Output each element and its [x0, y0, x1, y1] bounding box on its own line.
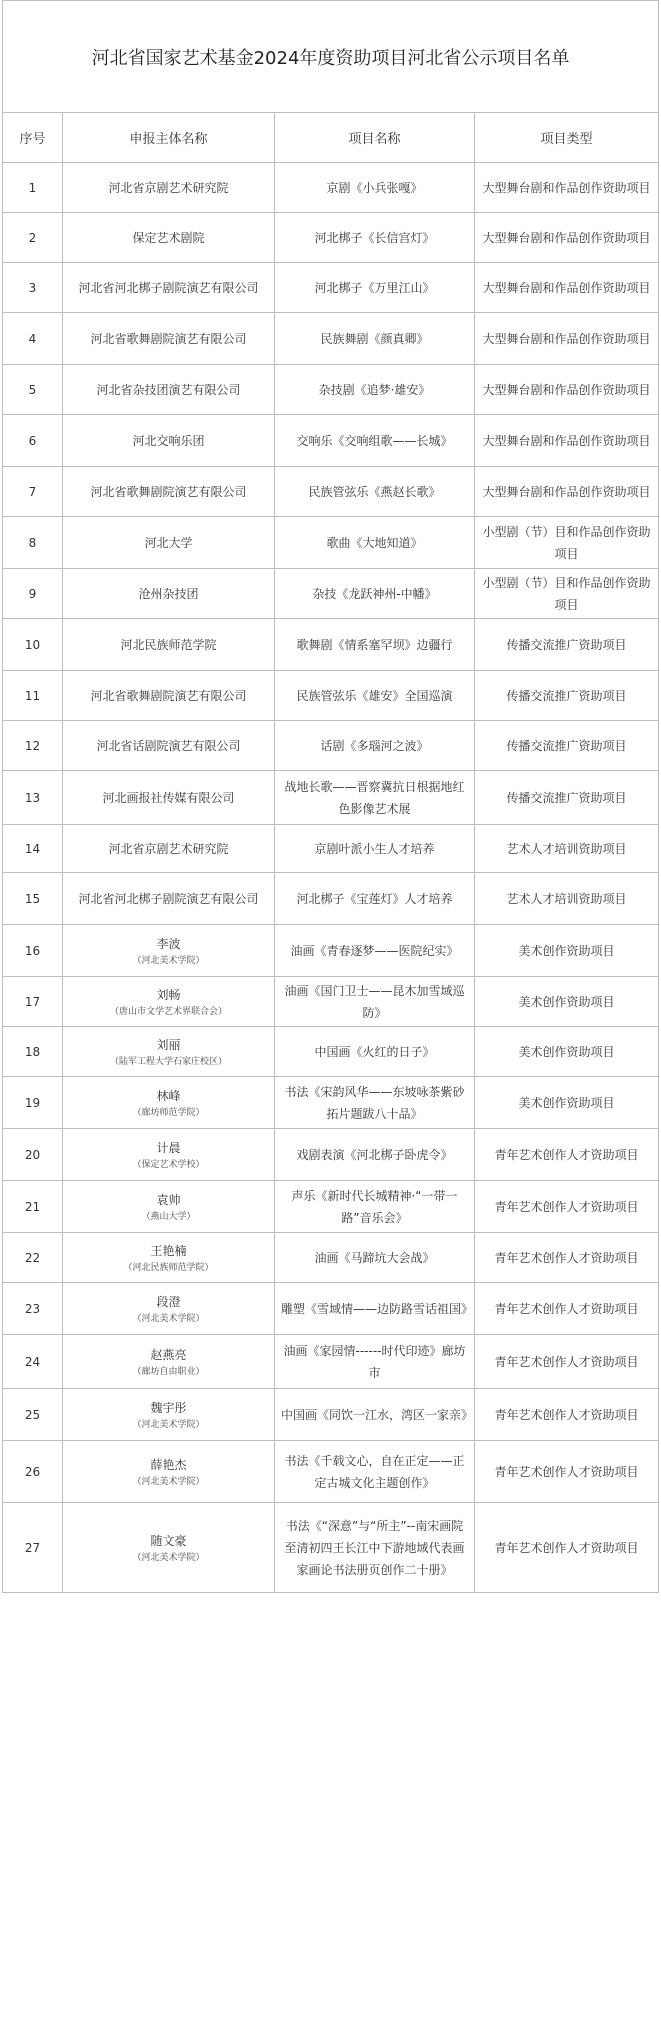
- row-type: 大型舞台剧和作品创作资助项目: [475, 263, 659, 313]
- table-title: 河北省国家艺术基金2024年度资助项目河北省公示项目名单: [3, 1, 659, 113]
- row-applicant-cell: [63, 671, 275, 721]
- row-applicant: 魏宇彤: [150, 1401, 187, 1415]
- row-applicant-cell: [63, 569, 275, 619]
- row-applicant: 河北省歌舞剧院演艺有限公司: [90, 688, 247, 703]
- table-row: [3, 313, 659, 365]
- row-applicant: 河北省京剧艺术研究院: [108, 180, 229, 195]
- row-serial: 9: [3, 569, 63, 619]
- row-affiliation: （河北美术学院）: [132, 1420, 205, 1430]
- row-project: 民族管弦乐《雄安》全国巡演: [275, 671, 475, 721]
- row-applicant: 袁帅: [156, 1193, 181, 1207]
- row-serial: 25: [3, 1389, 63, 1441]
- row-affiliation: （唐山市文学艺术界联合会）: [109, 1007, 227, 1017]
- row-applicant-cell: [63, 721, 275, 771]
- row-serial: 26: [3, 1441, 63, 1503]
- table-row: [3, 721, 659, 771]
- row-applicant-cell: [63, 1283, 275, 1335]
- row-serial: 23: [3, 1283, 63, 1335]
- project-table: [2, 0, 659, 1593]
- row-project: 民族舞剧《颜真卿》: [275, 313, 475, 365]
- row-applicant-cell: [63, 619, 275, 671]
- project-list-sheet: [2, 0, 658, 1593]
- row-affiliation: （河北美术学院）: [132, 956, 205, 966]
- row-applicant: 河北省河北梆子剧院演艺有限公司: [78, 891, 259, 906]
- row-applicant-cell: [63, 1503, 275, 1593]
- row-project: 声乐《新时代长城精神·“一带一路”音乐会》: [275, 1181, 475, 1233]
- row-type: 传播交流推广资助项目: [475, 771, 659, 825]
- row-type: 青年艺术创作人才资助项目: [475, 1389, 659, 1441]
- row-applicant: 随文豪: [150, 1534, 187, 1548]
- row-type: 大型舞台剧和作品创作资助项目: [475, 313, 659, 365]
- row-serial: 7: [3, 467, 63, 517]
- row-type: 大型舞台剧和作品创作资助项目: [475, 365, 659, 415]
- row-project: 话剧《多瑙河之波》: [275, 721, 475, 771]
- row-project: 书法《“深意”与“所主”--南宋画院至清初四王长江中下游地域代表画家画论书法册页创作二十册》: [275, 1503, 475, 1593]
- row-applicant-cell: [63, 1027, 275, 1077]
- row-applicant-cell: [63, 365, 275, 415]
- row-project: 油画《家园情------时代印迹》廊坊市: [275, 1335, 475, 1389]
- row-applicant: 河北大学: [144, 535, 193, 550]
- table-row: [3, 1027, 659, 1077]
- table-row: [3, 671, 659, 721]
- table-row: [3, 873, 659, 925]
- table-row: [3, 925, 659, 977]
- header-type: 项目类型: [475, 113, 659, 163]
- row-applicant: 河北画报社传媒有限公司: [102, 790, 235, 805]
- row-applicant: 河北省京剧艺术研究院: [108, 841, 229, 856]
- row-type: 传播交流推广资助项目: [475, 721, 659, 771]
- row-applicant: 沧州杂技团: [138, 586, 199, 601]
- row-project: 京剧叶派小生人才培养: [275, 825, 475, 873]
- row-applicant: 河北省杂技团演艺有限公司: [96, 382, 241, 397]
- row-serial: 5: [3, 365, 63, 415]
- row-serial: 10: [3, 619, 63, 671]
- table-body: [3, 163, 659, 1593]
- row-type: 青年艺术创作人才资助项目: [475, 1503, 659, 1593]
- row-serial: 21: [3, 1181, 63, 1233]
- row-serial: 22: [3, 1233, 63, 1283]
- table-row: [3, 619, 659, 671]
- row-project: 油画《国门卫士——昆木加雪域巡防》: [275, 977, 475, 1027]
- row-applicant: 李波: [156, 937, 181, 951]
- table-row: [3, 1389, 659, 1441]
- row-serial: 2: [3, 213, 63, 263]
- row-applicant-cell: [63, 517, 275, 569]
- row-applicant: 刘丽: [156, 1038, 181, 1052]
- row-affiliation: （廊坊师范学院）: [132, 1108, 205, 1118]
- row-serial: 20: [3, 1129, 63, 1181]
- row-affiliation: （陆军工程大学石家庄校区）: [109, 1057, 227, 1067]
- row-project: 戏剧表演《河北梆子卧虎令》: [275, 1129, 475, 1181]
- header-row: [3, 113, 659, 163]
- table-row: [3, 365, 659, 415]
- row-applicant: 河北省歌舞剧院演艺有限公司: [90, 331, 247, 346]
- table-row: [3, 1441, 659, 1503]
- row-serial: 8: [3, 517, 63, 569]
- row-type: 美术创作资助项目: [475, 1027, 659, 1077]
- table-row: [3, 213, 659, 263]
- row-applicant: 王艳楠: [150, 1244, 187, 1258]
- row-applicant: 林峰: [156, 1089, 181, 1103]
- header-serial: 序号: [3, 113, 63, 163]
- row-project: 河北梆子《万里江山》: [275, 263, 475, 313]
- row-applicant: 河北省河北梆子剧院演艺有限公司: [78, 280, 259, 295]
- row-type: 美术创作资助项目: [475, 925, 659, 977]
- row-type: 传播交流推广资助项目: [475, 671, 659, 721]
- row-type: 青年艺术创作人才资助项目: [475, 1129, 659, 1181]
- row-applicant-cell: [63, 1181, 275, 1233]
- row-applicant-cell: [63, 163, 275, 213]
- row-project: 书法《宋韵风华——东坡咏茶紫砂拓片题跋八十品》: [275, 1077, 475, 1129]
- row-applicant-cell: [63, 1335, 275, 1389]
- row-applicant-cell: [63, 925, 275, 977]
- row-applicant-cell: [63, 1441, 275, 1503]
- table-row: [3, 163, 659, 213]
- row-serial: 11: [3, 671, 63, 721]
- row-affiliation: （河北美术学院）: [132, 1477, 205, 1487]
- row-type: 大型舞台剧和作品创作资助项目: [475, 163, 659, 213]
- row-applicant-cell: [63, 213, 275, 263]
- row-type: 大型舞台剧和作品创作资助项目: [475, 213, 659, 263]
- table-row: [3, 1077, 659, 1129]
- row-project: 雕塑《雪域情——边防路雪话祖国》: [275, 1283, 475, 1335]
- row-project: 油画《青春逐梦——医院纪实》: [275, 925, 475, 977]
- row-project: 歌舞剧《情系塞罕坝》边疆行: [275, 619, 475, 671]
- row-serial: 19: [3, 1077, 63, 1129]
- table-row: [3, 771, 659, 825]
- table-row: [3, 977, 659, 1027]
- table-row: [3, 1129, 659, 1181]
- row-applicant: 河北民族师范学院: [120, 637, 217, 652]
- row-affiliation: （河北美术学院）: [132, 1314, 205, 1324]
- table-row: [3, 1503, 659, 1593]
- row-project: 民族管弦乐《燕赵长歌》: [275, 467, 475, 517]
- row-applicant-cell: [63, 977, 275, 1027]
- row-applicant: 薛艳杰: [150, 1458, 187, 1472]
- row-type: 青年艺术创作人才资助项目: [475, 1441, 659, 1503]
- row-serial: 16: [3, 925, 63, 977]
- row-project: 杂技《龙跃神州-中幡》: [275, 569, 475, 619]
- row-applicant: 赵燕亮: [150, 1348, 187, 1362]
- row-type: 青年艺术创作人才资助项目: [475, 1283, 659, 1335]
- row-affiliation: （廊坊自由职业）: [132, 1367, 205, 1377]
- row-serial: 18: [3, 1027, 63, 1077]
- row-applicant: 河北省话剧院演艺有限公司: [96, 738, 241, 753]
- row-project: 书法《千载文心，自在正定——正定古城文化主题创作》: [275, 1441, 475, 1503]
- row-applicant-cell: [63, 1233, 275, 1283]
- header-project: 项目名称: [275, 113, 475, 163]
- row-project: 中国画《火红的日子》: [275, 1027, 475, 1077]
- row-serial: 12: [3, 721, 63, 771]
- row-project: 战地长歌——晋察冀抗日根据地红色影像艺术展: [275, 771, 475, 825]
- table-row: [3, 1283, 659, 1335]
- row-type: 青年艺术创作人才资助项目: [475, 1181, 659, 1233]
- row-serial: 27: [3, 1503, 63, 1593]
- table-row: [3, 517, 659, 569]
- table-row: [3, 569, 659, 619]
- row-type: 大型舞台剧和作品创作资助项目: [475, 467, 659, 517]
- table-row: [3, 415, 659, 467]
- row-type: 青年艺术创作人才资助项目: [475, 1233, 659, 1283]
- row-type: 小型剧（节）目和作品创作资助项目: [475, 569, 659, 619]
- row-applicant-cell: [63, 1129, 275, 1181]
- row-affiliation: （河北美术学院）: [132, 1553, 205, 1563]
- row-project: 京剧《小兵张嘎》: [275, 163, 475, 213]
- table-row: [3, 1181, 659, 1233]
- table-row: [3, 1335, 659, 1389]
- row-type: 小型剧（节）目和作品创作资助项目: [475, 517, 659, 569]
- row-applicant: 河北交响乐团: [132, 433, 205, 448]
- table-row: [3, 825, 659, 873]
- row-type: 美术创作资助项目: [475, 977, 659, 1027]
- row-type: 传播交流推广资助项目: [475, 619, 659, 671]
- row-affiliation: （河北民族师范学院）: [123, 1263, 214, 1273]
- row-type: 艺术人才培训资助项目: [475, 873, 659, 925]
- row-type: 大型舞台剧和作品创作资助项目: [475, 415, 659, 467]
- row-project: 歌曲《大地知道》: [275, 517, 475, 569]
- row-applicant: 保定艺术剧院: [132, 230, 205, 245]
- row-affiliation: （燕山大学）: [141, 1212, 196, 1222]
- row-serial: 3: [3, 263, 63, 313]
- row-serial: 17: [3, 977, 63, 1027]
- row-applicant-cell: [63, 467, 275, 517]
- row-project: 中国画《同饮一江水，湾区一家亲》: [275, 1389, 475, 1441]
- row-project: 河北梆子《宝莲灯》人才培养: [275, 873, 475, 925]
- row-applicant-cell: [63, 771, 275, 825]
- row-project: 杂技剧《追梦·雄安》: [275, 365, 475, 415]
- row-applicant: 河北省歌舞剧院演艺有限公司: [90, 484, 247, 499]
- row-serial: 15: [3, 873, 63, 925]
- row-serial: 6: [3, 415, 63, 467]
- row-serial: 4: [3, 313, 63, 365]
- row-project: 油画《马蹄坑大会战》: [275, 1233, 475, 1283]
- row-project: 交响乐《交响组歌——长城》: [275, 415, 475, 467]
- row-applicant: 段澄: [156, 1295, 181, 1309]
- table-row: [3, 467, 659, 517]
- row-serial: 24: [3, 1335, 63, 1389]
- row-applicant: 刘畅: [156, 988, 181, 1002]
- row-applicant-cell: [63, 825, 275, 873]
- row-applicant-cell: [63, 1077, 275, 1129]
- row-serial: 13: [3, 771, 63, 825]
- row-serial: 1: [3, 163, 63, 213]
- table-row: [3, 263, 659, 313]
- row-type: 美术创作资助项目: [475, 1077, 659, 1129]
- header-applicant: 申报主体名称: [63, 113, 275, 163]
- row-project: 河北梆子《长信宫灯》: [275, 213, 475, 263]
- row-applicant: 计晨: [156, 1141, 181, 1155]
- row-applicant-cell: [63, 1389, 275, 1441]
- row-applicant-cell: [63, 873, 275, 925]
- row-applicant-cell: [63, 313, 275, 365]
- row-affiliation: （保定艺术学校）: [132, 1160, 205, 1170]
- row-type: 艺术人才培训资助项目: [475, 825, 659, 873]
- table-row: [3, 1233, 659, 1283]
- row-type: 青年艺术创作人才资助项目: [475, 1335, 659, 1389]
- row-applicant-cell: [63, 415, 275, 467]
- row-serial: 14: [3, 825, 63, 873]
- row-applicant-cell: [63, 263, 275, 313]
